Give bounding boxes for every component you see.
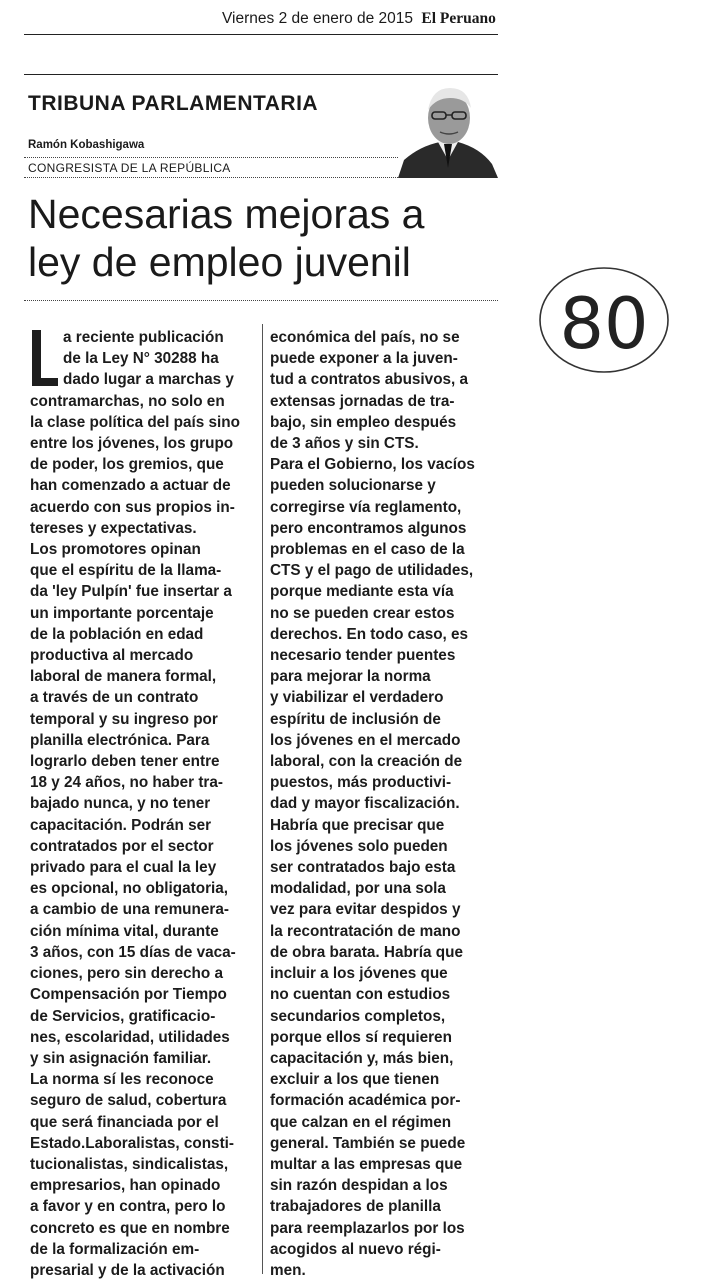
article-column-1: [30, 327, 256, 1281]
article-line: capacitación. Podrán ser: [30, 816, 212, 834]
article-line: ción mínima vital, durante: [30, 922, 219, 940]
article-line: de la población en edad: [30, 625, 204, 643]
article-line: porque mediante esta vía: [270, 583, 454, 601]
article-line: tucionalistas, sindicalistas,: [30, 1155, 229, 1173]
article-line: dad y mayor fiscalización.: [270, 795, 460, 813]
article-line: tereses y expectativas.: [30, 519, 197, 537]
headline-line: ley de empleo juvenil: [28, 239, 411, 285]
article-line: de 3 años y sin CTS.: [270, 435, 419, 453]
article-line: extensas jornadas de tra-: [270, 392, 455, 410]
article-line: ciones, pero sin derecho a: [30, 965, 223, 983]
article-line: Habría que precisar que: [270, 816, 445, 834]
article-line: económica del país, no se: [270, 329, 460, 346]
article-line: 3 años, con 15 días de vaca-: [30, 943, 236, 961]
headline-line: Necesarias mejoras a: [28, 191, 425, 237]
article-line: de Servicios, gratificacio-: [30, 1007, 216, 1025]
article-line: Estado.Laboralistas, consti-: [30, 1134, 235, 1152]
article-line: bajado nunca, y no tener: [30, 795, 211, 813]
article-line: pero encontramos algunos: [270, 519, 467, 537]
column-divider: [262, 324, 263, 1274]
article-line: multar a las empresas que: [270, 1155, 463, 1173]
article-line: y sin asignación familiar.: [30, 1049, 212, 1067]
article-line: a través de un contrato: [30, 689, 199, 707]
article-line: no se pueden crear estos: [270, 604, 455, 622]
article-line: es opcional, no obligatoria,: [30, 880, 229, 898]
article-line: la recontratación de mano: [270, 922, 461, 940]
article-line: ser contratados bajo esta: [270, 859, 456, 877]
article-line: puestos, más productivi-: [270, 774, 452, 792]
article-line: de la formalización em-: [30, 1240, 200, 1258]
article-line: privado para el cual la ley: [30, 859, 217, 877]
author-role: CONGRESISTA DE LA REPÚBLICA: [28, 161, 231, 175]
article-line: entre los jóvenes, los grupo: [30, 435, 234, 453]
article-line: vez para evitar despidos y: [270, 901, 461, 919]
article-line: a reciente publicación: [63, 329, 224, 346]
article-line: CTS y el pago de utilidades,: [270, 562, 474, 580]
article-line: y viabilizar el verdadero: [270, 689, 444, 707]
article-line: necesario tender puentes: [270, 647, 456, 665]
article-line: secundarios completos,: [270, 1007, 446, 1025]
article-line: dado lugar a marchas y: [63, 371, 234, 389]
article-line: seguro de salud, cobertura: [30, 1092, 227, 1110]
article-line: trabajadores de planilla: [270, 1198, 441, 1216]
article-line: Para el Gobierno, los vacíos: [270, 456, 475, 474]
article-line: laboral de manera formal,: [30, 668, 217, 686]
author-photo: [398, 78, 498, 178]
author-divider: [24, 157, 400, 158]
article-line: acuerdo con sus propios in-: [30, 498, 235, 516]
article-line: da 'ley Pulpín' fue insertar a: [30, 583, 232, 601]
article-line: han comenzado a actuar de: [30, 477, 231, 495]
article-line: no cuentan con estudios: [270, 986, 451, 1004]
article-line: sin razón despidan a los: [270, 1177, 448, 1195]
article-line: modalidad, por una sola: [270, 880, 446, 898]
author-name: Ramón Kobashigawa: [28, 139, 145, 151]
article-line: men.: [270, 1261, 306, 1279]
article-line: que será financiada por el: [30, 1113, 219, 1131]
article-line: contramarchas, no solo en: [30, 392, 225, 410]
newspaper-name: El Peruano: [421, 10, 496, 27]
article-line: Compensación por Tiempo: [30, 986, 227, 1004]
section-title: TRIBUNA PARLAMENTARIA: [28, 92, 319, 115]
article-line: derechos. En todo caso, es: [270, 625, 469, 643]
article-line: incluir a los jóvenes que: [270, 965, 448, 983]
article-line: para mejorar la norma: [270, 668, 431, 686]
article-column-2: [270, 327, 498, 1281]
article-line: un importante porcentaje: [30, 604, 214, 622]
article-line: de obra barata. Habría que: [270, 943, 463, 961]
article-line: nes, escolaridad, utilidades: [30, 1028, 230, 1046]
article-line: para reemplazarlos por los: [270, 1219, 465, 1237]
article-line: porque ellos sí requieren: [270, 1028, 452, 1046]
article-line: los jóvenes solo pueden: [270, 837, 448, 855]
article-line: los jóvenes en el mercado: [270, 731, 461, 749]
article-headline: [28, 190, 498, 286]
article-line: 18 y 24 años, no haber tra-: [30, 774, 223, 792]
article-line: la clase política del país sino: [30, 413, 240, 431]
article-line: tud a contratos abusivos, a: [270, 371, 469, 389]
article-line: que el espíritu de la llama-: [30, 562, 222, 580]
article-line: puede exponer a la juven-: [270, 350, 458, 368]
article-line: La norma sí les reconoce: [30, 1071, 214, 1089]
article-line: bajo, sin empleo después: [270, 413, 457, 431]
article-line: laboral, con la creación de: [270, 753, 463, 771]
article-line: contratados por el sector: [30, 837, 214, 855]
article-line: a favor y en contra, pero lo: [30, 1198, 226, 1216]
stamp-number: 80: [559, 283, 649, 365]
article-line: temporal y su ingreso por: [30, 710, 218, 728]
issue-date: Viernes 2 de enero de 2015: [222, 10, 414, 27]
article-line: de la Ley N° 30288 ha: [63, 350, 219, 368]
article-line: productiva al mercado: [30, 647, 194, 665]
article-line: de poder, los gremios, que: [30, 456, 224, 474]
article-line: formación académica por-: [270, 1092, 461, 1110]
article-line: excluir a los que tienen: [270, 1071, 440, 1089]
article-line: presarial y de la activación: [30, 1261, 225, 1279]
article-line: capacitación y, más bien,: [270, 1049, 454, 1067]
article-line: empresarios, han opinado: [30, 1177, 221, 1195]
article-line: corregirse vía reglamento,: [270, 498, 462, 516]
top-rule: [24, 34, 498, 35]
article-line: concreto es que en nombre: [30, 1219, 230, 1237]
page-number-stamp: [537, 264, 671, 376]
headline-divider: [24, 300, 498, 301]
article-line: lograrlo deben tener entre: [30, 753, 220, 771]
article-line: que calzan en el régimen: [270, 1113, 452, 1131]
article-line: espíritu de inclusión de: [270, 710, 441, 728]
article-line: acogidos al nuevo régi-: [270, 1240, 441, 1258]
article-line: Los promotores opinan: [30, 541, 201, 559]
section-rule: [24, 74, 498, 75]
article-line: planilla electrónica. Para: [30, 731, 210, 749]
article-line: pueden solucionarse y: [270, 477, 436, 495]
article-line: general. También se puede: [270, 1134, 466, 1152]
dateline: [222, 10, 496, 28]
article-line: a cambio de una remunera-: [30, 901, 229, 919]
article-line: problemas en el caso de la: [270, 541, 465, 559]
